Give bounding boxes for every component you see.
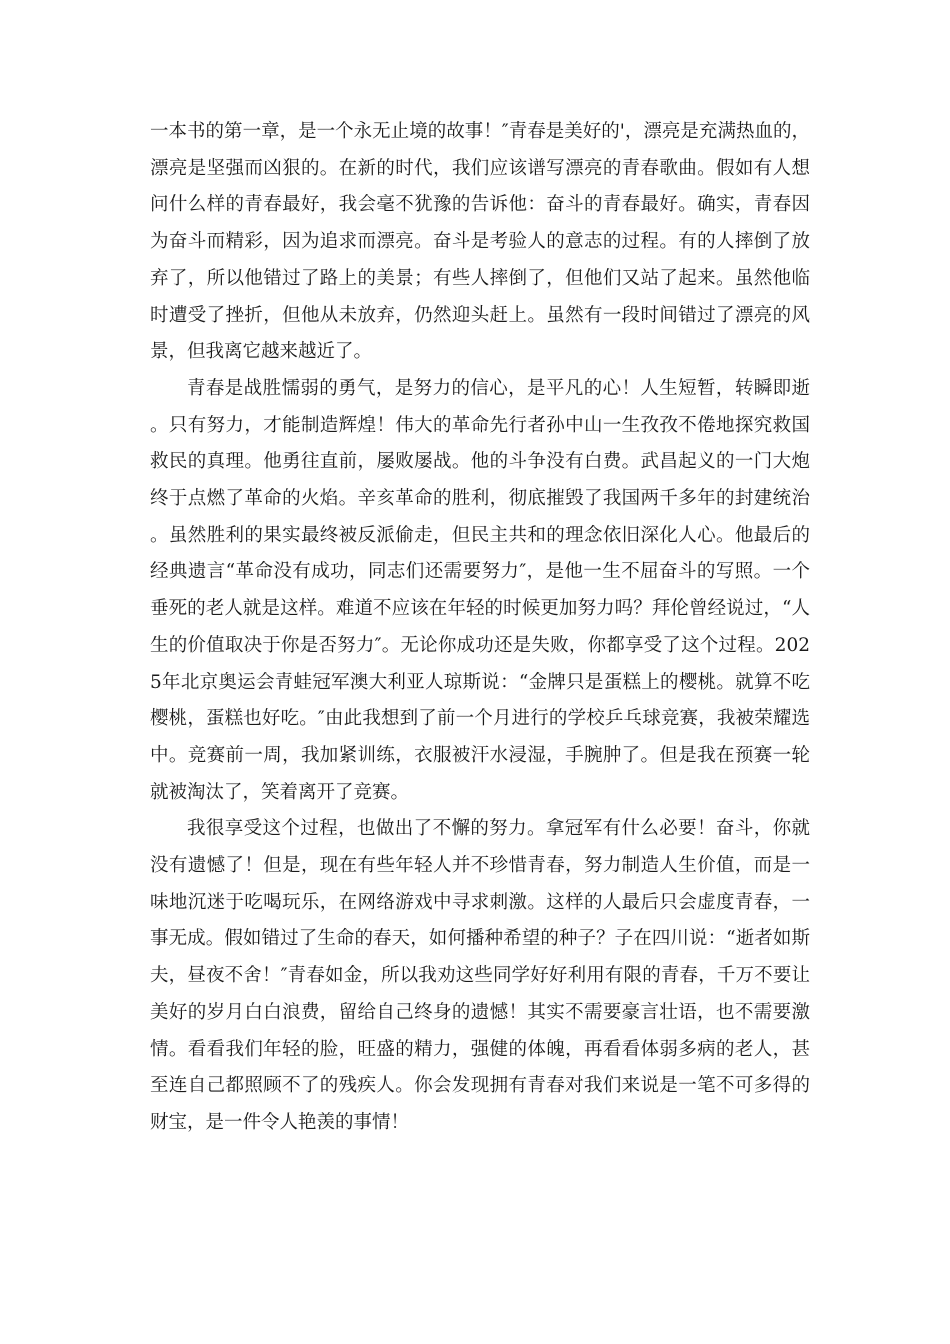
paragraph-2: 青春是战胜懦弱的勇气，是努力的信心，是平凡的心！人生短暂，转瞬即逝。只有努力，才能制造辉煌！伟大的革命先行者孙中山一生孜孜不倦地探究救国救民的真理。他勇往直前，屡败屡战。他的斗争没有白费。武昌起义的一门大炮终于点燃了革命的火焰。辛亥革命的胜利，彻底摧毁了我国两千多年的封建统治。虽然胜利的果实最终被反派偷走，但民主共和的理念依旧深化人心。他最后的经典遗言“革命没有成功，同志们还需要努力″，是他一生不屈奋斗的写照。一个垂死的老人就是这样。难道不应该在年轻的时候更加努力吗？拜伦曾经说过，“人生的价值取决于你是否努力″。无论你成功还是失败，你都享受了这个过程。2025年北京奥运会青蛙冠军澳大利亚人琼斯说：“金牌只是蛋糕上的樱桃。就算不吃樱桃，蛋糕也好吃。″由此我想到了前一个月进行的学校乒乓球竞赛，我被荣耀选中。竞赛前一周，我加紧训练，衣服被汗水浸湿，手腕肿了。但是我在预赛一轮就被淘汰了，笑着离开了竞赛。 — [150, 377, 810, 803]
paragraph-1: 一本书的第一章，是一个永无止境的故事！″青春是美好的'，漂亮是充满热血的，漂亮是坚强而凶狠的。在新的时代，我们应该谱写漂亮的青春歌曲。假如有人想问什么样的青春最好，我会毫不犹豫的告诉他：奋斗的青春最好。确实，青春因为奋斗而精彩，因为追求而漂亮。奋斗是考验人的意志的过程。有的人摔倒了放弃了，所以他错过了路上的美景；有些人摔倒了，但他们又站了起来。虽然他临时遭受了挫折，但他从未放弃，仍然迎头赶上。虽然有一段时间错过了漂亮的风景，但我离它越来越近了。 — [150, 121, 810, 363]
document-page — [150, 114, 810, 1142]
paragraph-3: 我很享受这个过程，也做出了不懈的努力。拿冠军有什么必要！奋斗，你就没有遗憾了！但是，现在有些年轻人并不珍惜青春，努力制造人生价值，而是一味地沉迷于吃喝玩乐，在网络游戏中寻求刺激。这样的人最后只会虚度青春，一事无成。假如错过了生命的春天，如何播种希望的种子？子在四川说：“逝者如斯夫，昼夜不舍！″青春如金，所以我劝这些同学好好利用有限的青春，千万不要让美好的岁月白白浪费，留给自己终身的遗憾！其实不需要豪言壮语，也不需要激情。看看我们年轻的脸，旺盛的精力，强健的体魄，再看看体弱多病的老人，甚至连自己都照顾不了的残疾人。你会发现拥有青春对我们来说是一笔不可多得的财宝，是一件令人艳羡的事情！ — [150, 818, 810, 1133]
